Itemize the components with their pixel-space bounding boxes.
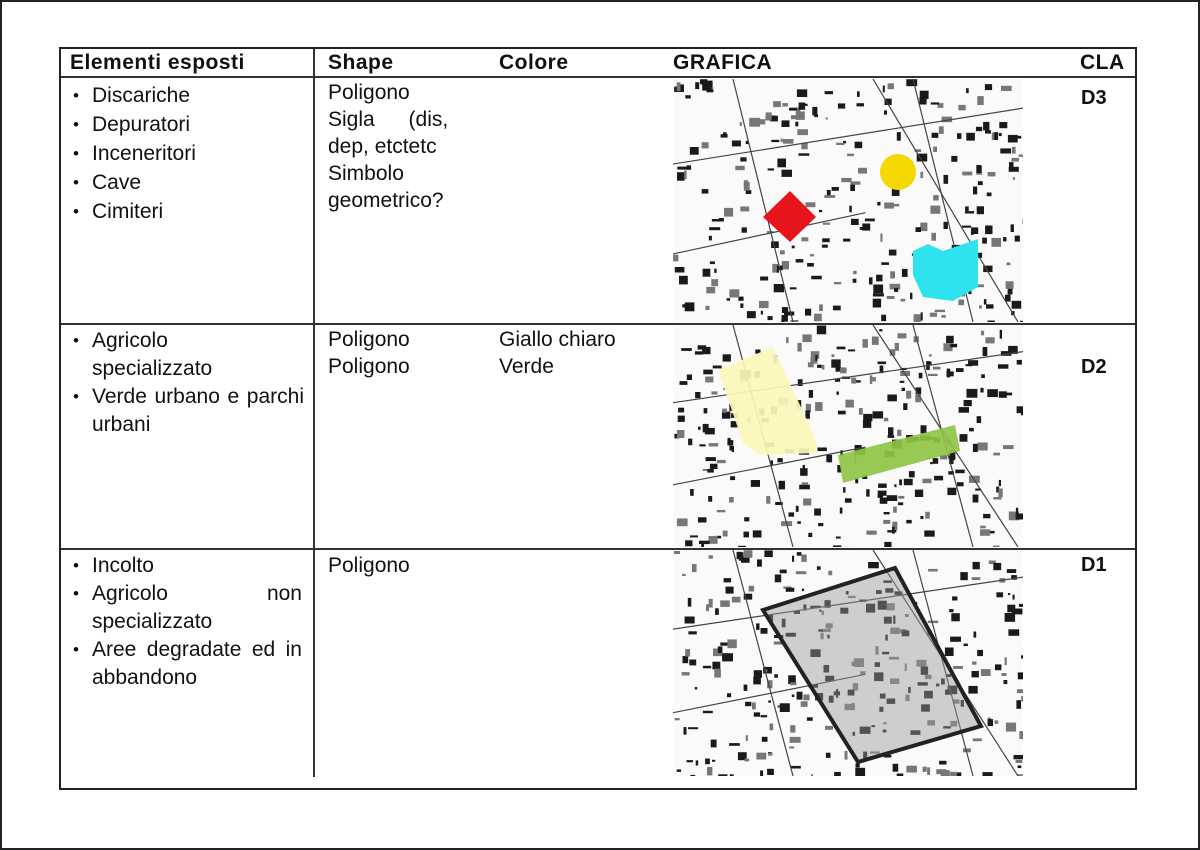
map-row3	[673, 550, 1023, 776]
shape-line: Sigla (dis,	[328, 108, 449, 131]
list-item: • Verde urbano e parchi urbani	[72, 383, 304, 439]
row1-elementi	[72, 81, 307, 226]
row2-elementi	[72, 327, 304, 439]
list-item: • Agricolo specializzato	[72, 327, 212, 383]
header-grafica: GRAFICA	[673, 51, 773, 74]
list-item: • Inceneritori	[72, 139, 307, 168]
yellow-circle-symbol	[880, 154, 916, 190]
colore-line: Giallo chiaro	[499, 328, 616, 351]
shape-line: geometrico?	[328, 189, 444, 212]
row1-shape	[328, 79, 476, 214]
map-svg-row3	[673, 550, 1023, 776]
header-colore: Colore	[499, 51, 569, 74]
cyan-pentagon-symbol	[913, 239, 978, 301]
shape-line: dep, etctetc	[328, 135, 437, 158]
row3-elementi	[72, 552, 302, 692]
shape-line: Poligono	[328, 355, 410, 378]
map-texture	[673, 325, 1023, 547]
map-row1	[673, 79, 1023, 322]
list-item: • Discariche	[72, 81, 307, 110]
row2-colore	[499, 326, 616, 380]
header-divider	[61, 76, 1135, 78]
list-item: • Cave	[72, 168, 307, 197]
header-elementi: Elementi esposti	[70, 51, 245, 74]
shape-line: Simbolo	[328, 162, 404, 185]
list-item: • Cimiteri	[72, 197, 307, 226]
header-cla: CLA	[1080, 51, 1125, 74]
column-divider	[313, 49, 315, 777]
map-svg-row2	[673, 325, 1023, 547]
row2-cla: D2	[1081, 356, 1107, 378]
light-yellow-area	[718, 347, 818, 455]
list-item: • Aree degradate ed in abbandono	[72, 636, 302, 692]
header-shape: Shape	[328, 51, 394, 74]
shape-line: Poligono	[328, 328, 410, 351]
row3-cla: D1	[1081, 554, 1107, 576]
colore-line: Verde	[499, 355, 554, 378]
list-item: • Depuratori	[72, 110, 307, 139]
list-item: • Incolto	[72, 552, 302, 580]
row3-shape: Poligono	[328, 554, 410, 577]
row2-shape	[328, 326, 410, 380]
row1-cla: D3	[1081, 87, 1107, 109]
list-item: • Agricolo non specializzato	[72, 580, 302, 636]
map-row2	[673, 325, 1023, 547]
map-svg-row1	[673, 79, 1023, 322]
shape-line: Poligono	[328, 81, 410, 104]
